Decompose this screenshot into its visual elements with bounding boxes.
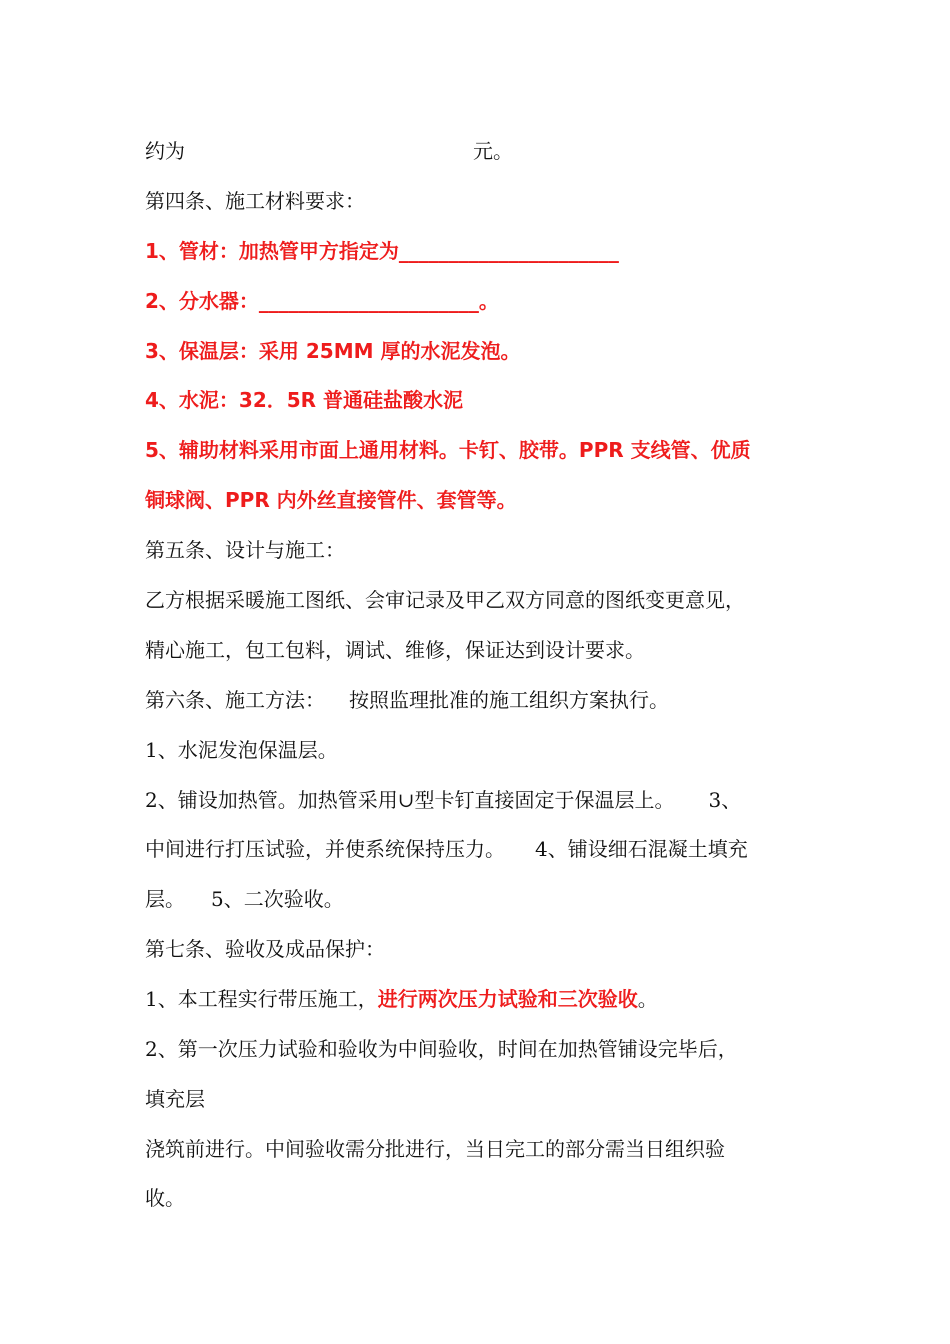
method-step-3-num: 3、: [708, 788, 742, 812]
acceptance-item-1: [145, 985, 658, 1013]
method-step-3-4: [145, 835, 748, 863]
method-step-4-5: [145, 885, 344, 913]
method-step-4-end: 层。: [145, 887, 185, 911]
method-step-3-text: 中间进行打压试验，并使系统保持压力。: [145, 837, 505, 861]
amount-suffix: 元。: [473, 139, 513, 163]
article-6-note: 按照监理批准的施工组织方案执行。: [349, 688, 669, 712]
amount-prefix: 约为: [145, 139, 185, 163]
method-step-5-text: 5、二次验收。: [211, 887, 344, 911]
acceptance-item-2-cont-2: 浇筑前进行。中间验收需分批进行，当日完工的部分需当日组织验: [145, 1137, 725, 1161]
material-insulation: 3、保温层：采用 25MM 厚的水泥发泡。: [145, 339, 521, 363]
article-5-heading: 第五条、设计与施工：: [145, 538, 345, 562]
acceptance-item-1-text: 1、本工程实行带压施工，: [145, 987, 378, 1011]
acceptance-item-2: 2、第一次压力试验和验收为中间验收，时间在加热管铺设完毕后，: [145, 1037, 738, 1061]
acceptance-item-2-cont-3: 收。: [145, 1186, 185, 1210]
material-manifold: 2、分水器：______________________。: [145, 289, 499, 313]
article-6-title: 第六条、施工方法：: [145, 688, 325, 712]
contract-amount-line: [145, 137, 513, 165]
article-4-heading: 第四条、施工材料要求：: [145, 189, 365, 213]
method-step-4-text: 4、铺设细石混凝土填充: [535, 837, 748, 861]
article-7-heading: 第七条、验收及成品保护：: [145, 937, 385, 961]
acceptance-item-2-cont-1: 填充层: [145, 1087, 205, 1111]
article-5-body-1: 乙方根据采暖施工图纸、会审记录及甲乙双方同意的图纸变更意见，: [145, 588, 745, 612]
material-auxiliary-cont: 铜球阀、PPR 内外丝直接管件、套管等。: [145, 488, 517, 512]
method-step-2-text: 2、铺设加热管。加热管采用∪型卡钉直接固定于保温层上。: [145, 788, 675, 812]
article-5-body-2: 精心施工，包工包料，调试、维修，保证达到设计要求。: [145, 638, 645, 662]
acceptance-item-1-end: 。: [637, 987, 658, 1011]
material-pipe: 1、管材：加热管甲方指定为______________________: [145, 239, 619, 263]
material-cement: 4、水泥：32．5R 普通硅盐酸水泥: [145, 388, 464, 412]
method-step-2: [145, 786, 741, 814]
acceptance-item-1-emphasis: 进行两次压力试验和三次验收: [377, 987, 638, 1011]
material-auxiliary: 5、辅助材料采用市面上通用材料。卡钉、胶带。PPR 支线管、优质: [145, 438, 751, 462]
method-step-1: 1、水泥发泡保温层。: [145, 738, 338, 762]
article-6-heading: [145, 686, 669, 714]
